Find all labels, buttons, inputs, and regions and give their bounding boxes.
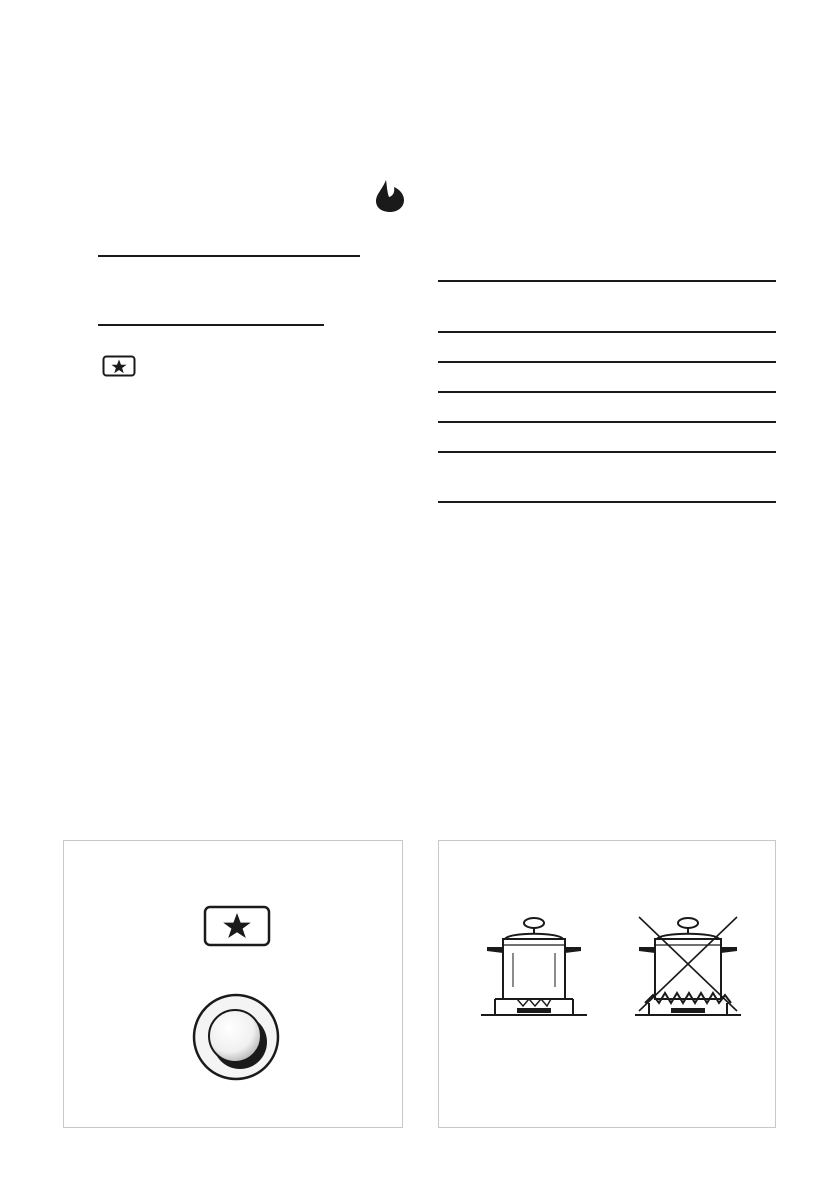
illustration-panel-pots	[438, 840, 776, 1128]
flame-icon	[374, 178, 406, 214]
table-rule	[438, 361, 776, 363]
table-rule	[438, 451, 776, 453]
left-rule-top	[98, 255, 360, 257]
left-rule-bottom	[98, 324, 324, 326]
star-key-icon	[203, 905, 271, 947]
table-rule	[438, 331, 776, 333]
pot-incorrect-crossed-icon	[633, 911, 743, 1021]
table-rule	[438, 501, 776, 503]
table-rule	[438, 280, 776, 282]
control-knob-icon	[191, 991, 281, 1083]
illustration-panel-controls	[63, 840, 403, 1128]
star-key-icon	[102, 355, 136, 377]
table-rule	[438, 421, 776, 423]
table-rule	[438, 391, 776, 393]
pot-correct-icon	[479, 911, 589, 1021]
